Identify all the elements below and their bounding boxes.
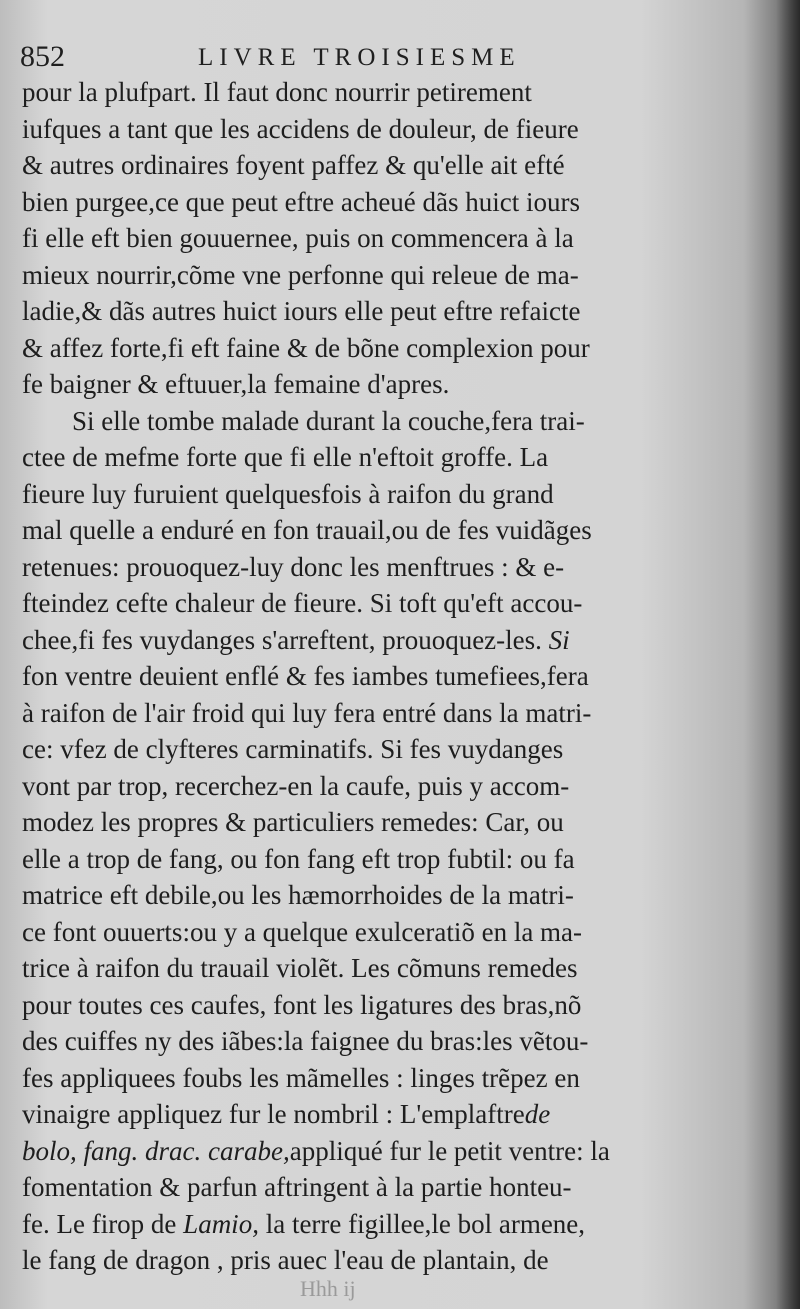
text-line: bien purgee,ce que peut eftre acheué dãs huict iours (22, 186, 581, 217)
italic-text: Lamio, (183, 1208, 259, 1239)
text-line: fi elle eft bien gouuernee, puis on commencera à la (22, 223, 574, 253)
paragraph-start-line: Si elle tombe malade durant la couche,fera trai- (72, 405, 585, 436)
italic-text: bolo, fang. drac. carabe, (22, 1135, 290, 1166)
text-line: fe baigner & eftuuer,la femaine d'apres. (22, 369, 450, 399)
text-line (22, 622, 742, 659)
text-segment: chee,fi fes vuydanges s'arreftent, prouoquez-les. (22, 624, 542, 655)
text-line: fon ventre deuient enflé & fes iambes tumefiees,fera (22, 661, 589, 691)
text-line (22, 1133, 742, 1170)
text-line: ce font ouuerts:ou y a quelque exulceratiõ en la ma- (22, 916, 583, 947)
page-gutter-shadow (776, 0, 800, 1309)
text-line: matrice eft debile,ou les hæmorrhoides de la matri- (22, 880, 574, 910)
italic-text: Si (548, 624, 570, 655)
running-head: LIVRE TROISIESME (198, 44, 521, 71)
text-line: vont par trop, recerchez-en la caufe, puis y accom- (22, 770, 570, 801)
text-line: à raifon de l'air froid qui luy fera entré dans la matri- (22, 697, 592, 728)
page-number: 852 (20, 40, 65, 73)
text-line: fes appliquees foubs les mãmelles : linges trẽpez en (22, 1062, 580, 1093)
body-text (22, 74, 742, 1279)
text-line: & affez forte,fi eft faine & de bõne complexion pour (22, 332, 590, 363)
text-line: mal quelle a enduré en fon trauail,ou de fes vuidãges (22, 515, 592, 545)
text-line: ce: vfez de clyfteres carminatifs. Si fes vuydanges (22, 734, 564, 764)
text-line: mieux nourrir,cõme vne perfonne qui releue de ma- (22, 259, 579, 290)
text-line: ctee de mefme forte que fi elle n'eftoit groffe. La (22, 442, 549, 472)
text-segment: appliqué fur le petit ventre: la (289, 1135, 610, 1166)
text-line: fteindez cefte chaleur de fieure. Si toft qu'eft accou- (22, 588, 583, 618)
text-line: & autres ordinaires foyent paffez & qu'elle ait efté (22, 150, 565, 180)
text-line: des cuiffes ny des iãbes:la faignee du bras:les vẽtou- (22, 1026, 589, 1056)
catchword: Hhh ij (300, 1276, 356, 1301)
text-line: modez les propres & particuliers remedes: Car, ou (22, 807, 564, 837)
text-line: retenues: prouoquez-luy donc les menftrues : & e- (22, 551, 565, 582)
text-segment: la terre figillee,le bol armene, (265, 1208, 586, 1239)
text-line: fomentation & parfun aftringent à la partie honteu- (22, 1172, 572, 1202)
text-line: ladie,& dãs autres huict iours elle peut eftre refaicte (22, 296, 581, 326)
text-line: fieure luy furuient quelquesfois à raifon du grand (22, 478, 554, 509)
text-line: pour la plufpart. Il faut donc nourrir petirement (22, 77, 532, 107)
italic-text: de (524, 1099, 551, 1129)
text-line (22, 1206, 742, 1243)
text-segment: vinaigre appliquez fur le nombril : L'emplaftre (22, 1099, 525, 1129)
text-line: trice à raifon du trauail violẽt. Les cõmuns remedes (22, 953, 578, 983)
text-line (22, 1096, 742, 1133)
text-line: iufques a tant que les accidens de douleur, de fieure (22, 113, 579, 144)
text-line: le fang de dragon , pris auec l'eau de plantain, de (22, 1245, 549, 1275)
text-line: elle a trop de fang, ou fon fang eft trop fubtil: ou fa (22, 843, 575, 874)
text-line: pour toutes ces caufes, font les ligatures des bras,nõ (22, 989, 582, 1020)
text-segment: fe. Le firop de (22, 1208, 177, 1239)
